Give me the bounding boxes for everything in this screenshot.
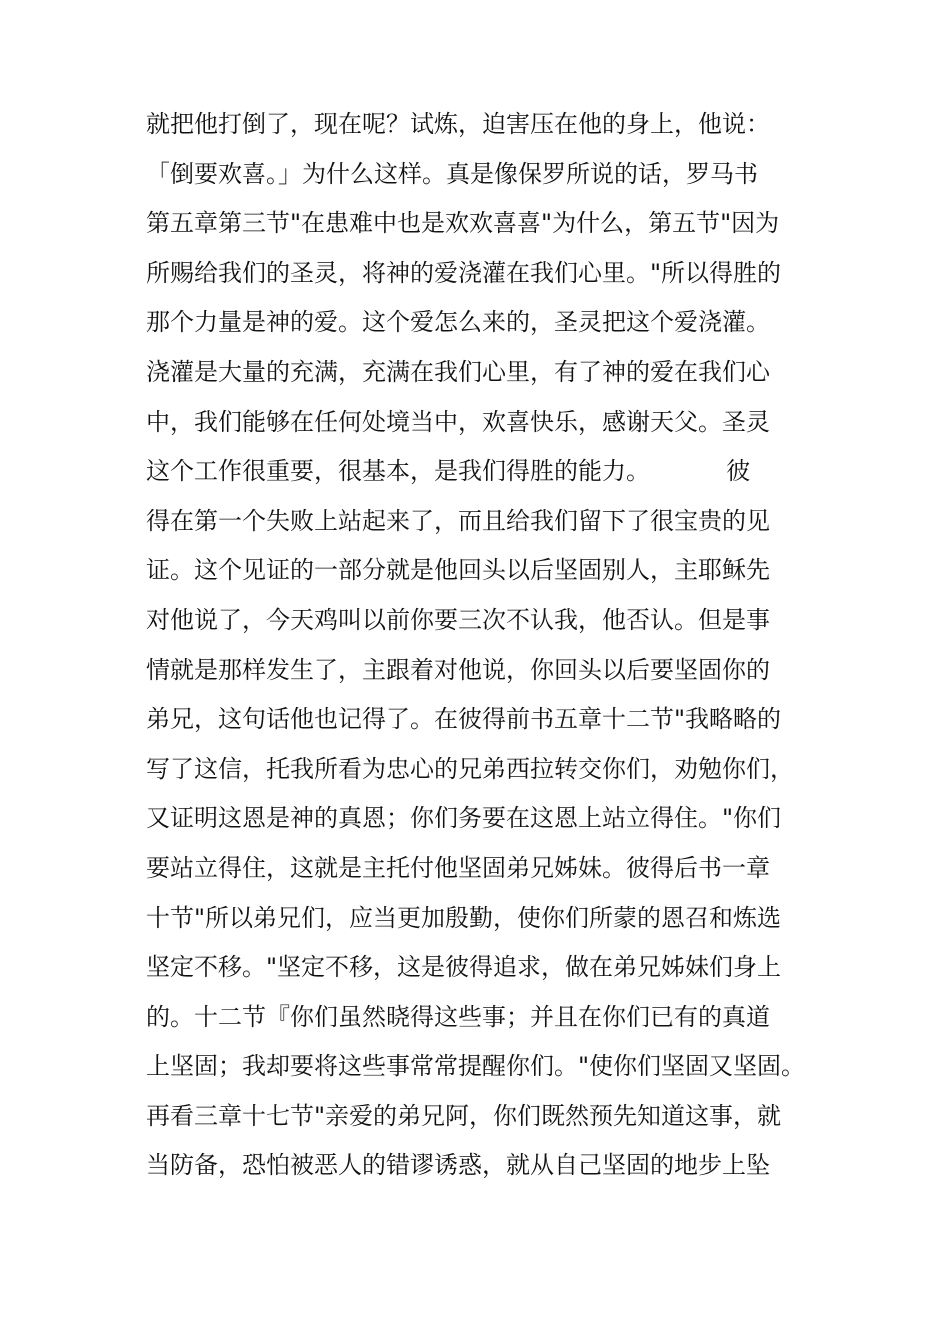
- text-line: 又证明这恩是神的真恩；你们务要在这恩上站立得住。"你们: [146, 804, 782, 833]
- text-line: 的。十二节『你们虽然晓得这些事；并且在你们已有的真道: [146, 1002, 770, 1031]
- text-line: 证。这个见证的一部分就是他回头以后坚固别人，主耶稣先: [146, 556, 770, 585]
- body-text: [146, 100, 826, 1191]
- text-line: 浇灌是大量的充满，充满在我们心里，有了神的爱在我们心: [146, 357, 770, 386]
- text-line: 十节"所以弟兄们，应当更加殷勤，使你们所蒙的恩召和炼选: [146, 903, 782, 932]
- text-line: 「倒要欢喜。」为什么这样。真是像保罗所说的话，罗马书: [146, 159, 758, 188]
- text-line: 要站立得住，这就是主托付他坚固弟兄姊妹。彼得后书一章: [146, 853, 770, 882]
- text-line: 这个工作很重要，很基本，是我们得胜的能力。 彼: [146, 457, 751, 486]
- text-line: 坚定不移。"坚定不移，这是彼得追求，做在弟兄姊妹们身上: [146, 953, 782, 982]
- text-line: 弟兄，这句话他也记得了。在彼得前书五章十二节"我略略的: [146, 705, 782, 734]
- text-line: 得在第一个失败上站起来了，而且给我们留下了很宝贵的见: [146, 506, 770, 535]
- text-line: 当防备，恐怕被恶人的错谬诱惑，就从自己坚固的地步上坠: [146, 1151, 770, 1180]
- text-line: 就把他打倒了，现在呢？试炼，迫害压在他的身上，他说：: [146, 110, 770, 138]
- text-line: 中，我们能够在任何处境当中，欢喜快乐，感谢天父。圣灵: [146, 407, 770, 436]
- text-line: 对他说了，今天鸡叫以前你要三次不认我，他否认。但是事: [146, 605, 770, 634]
- text-line: 那个力量是神的爱。这个爱怎么来的，圣灵把这个爱浇灌。: [146, 308, 770, 337]
- text-line: 再看三章十七节"亲爱的弟兄阿，你们既然预先知道这事，就: [146, 1101, 782, 1130]
- text-line: 所赐给我们的圣灵，将神的爱浇灌在我们心里。"所以得胜的: [146, 258, 782, 287]
- text-line: 写了这信，托我所看为忠心的兄弟西拉转交你们，劝勉你们，: [146, 754, 794, 783]
- text-line: 情就是那样发生了，主跟着对他说，你回头以后要坚固你的: [146, 655, 770, 684]
- text-line: 上坚固；我却要将这些事常常提醒你们。"使你们坚固又坚固。: [146, 1052, 806, 1081]
- text-line: 第五章第三节"在患难中也是欢欢喜喜"为什么，第五节"因为: [146, 209, 780, 238]
